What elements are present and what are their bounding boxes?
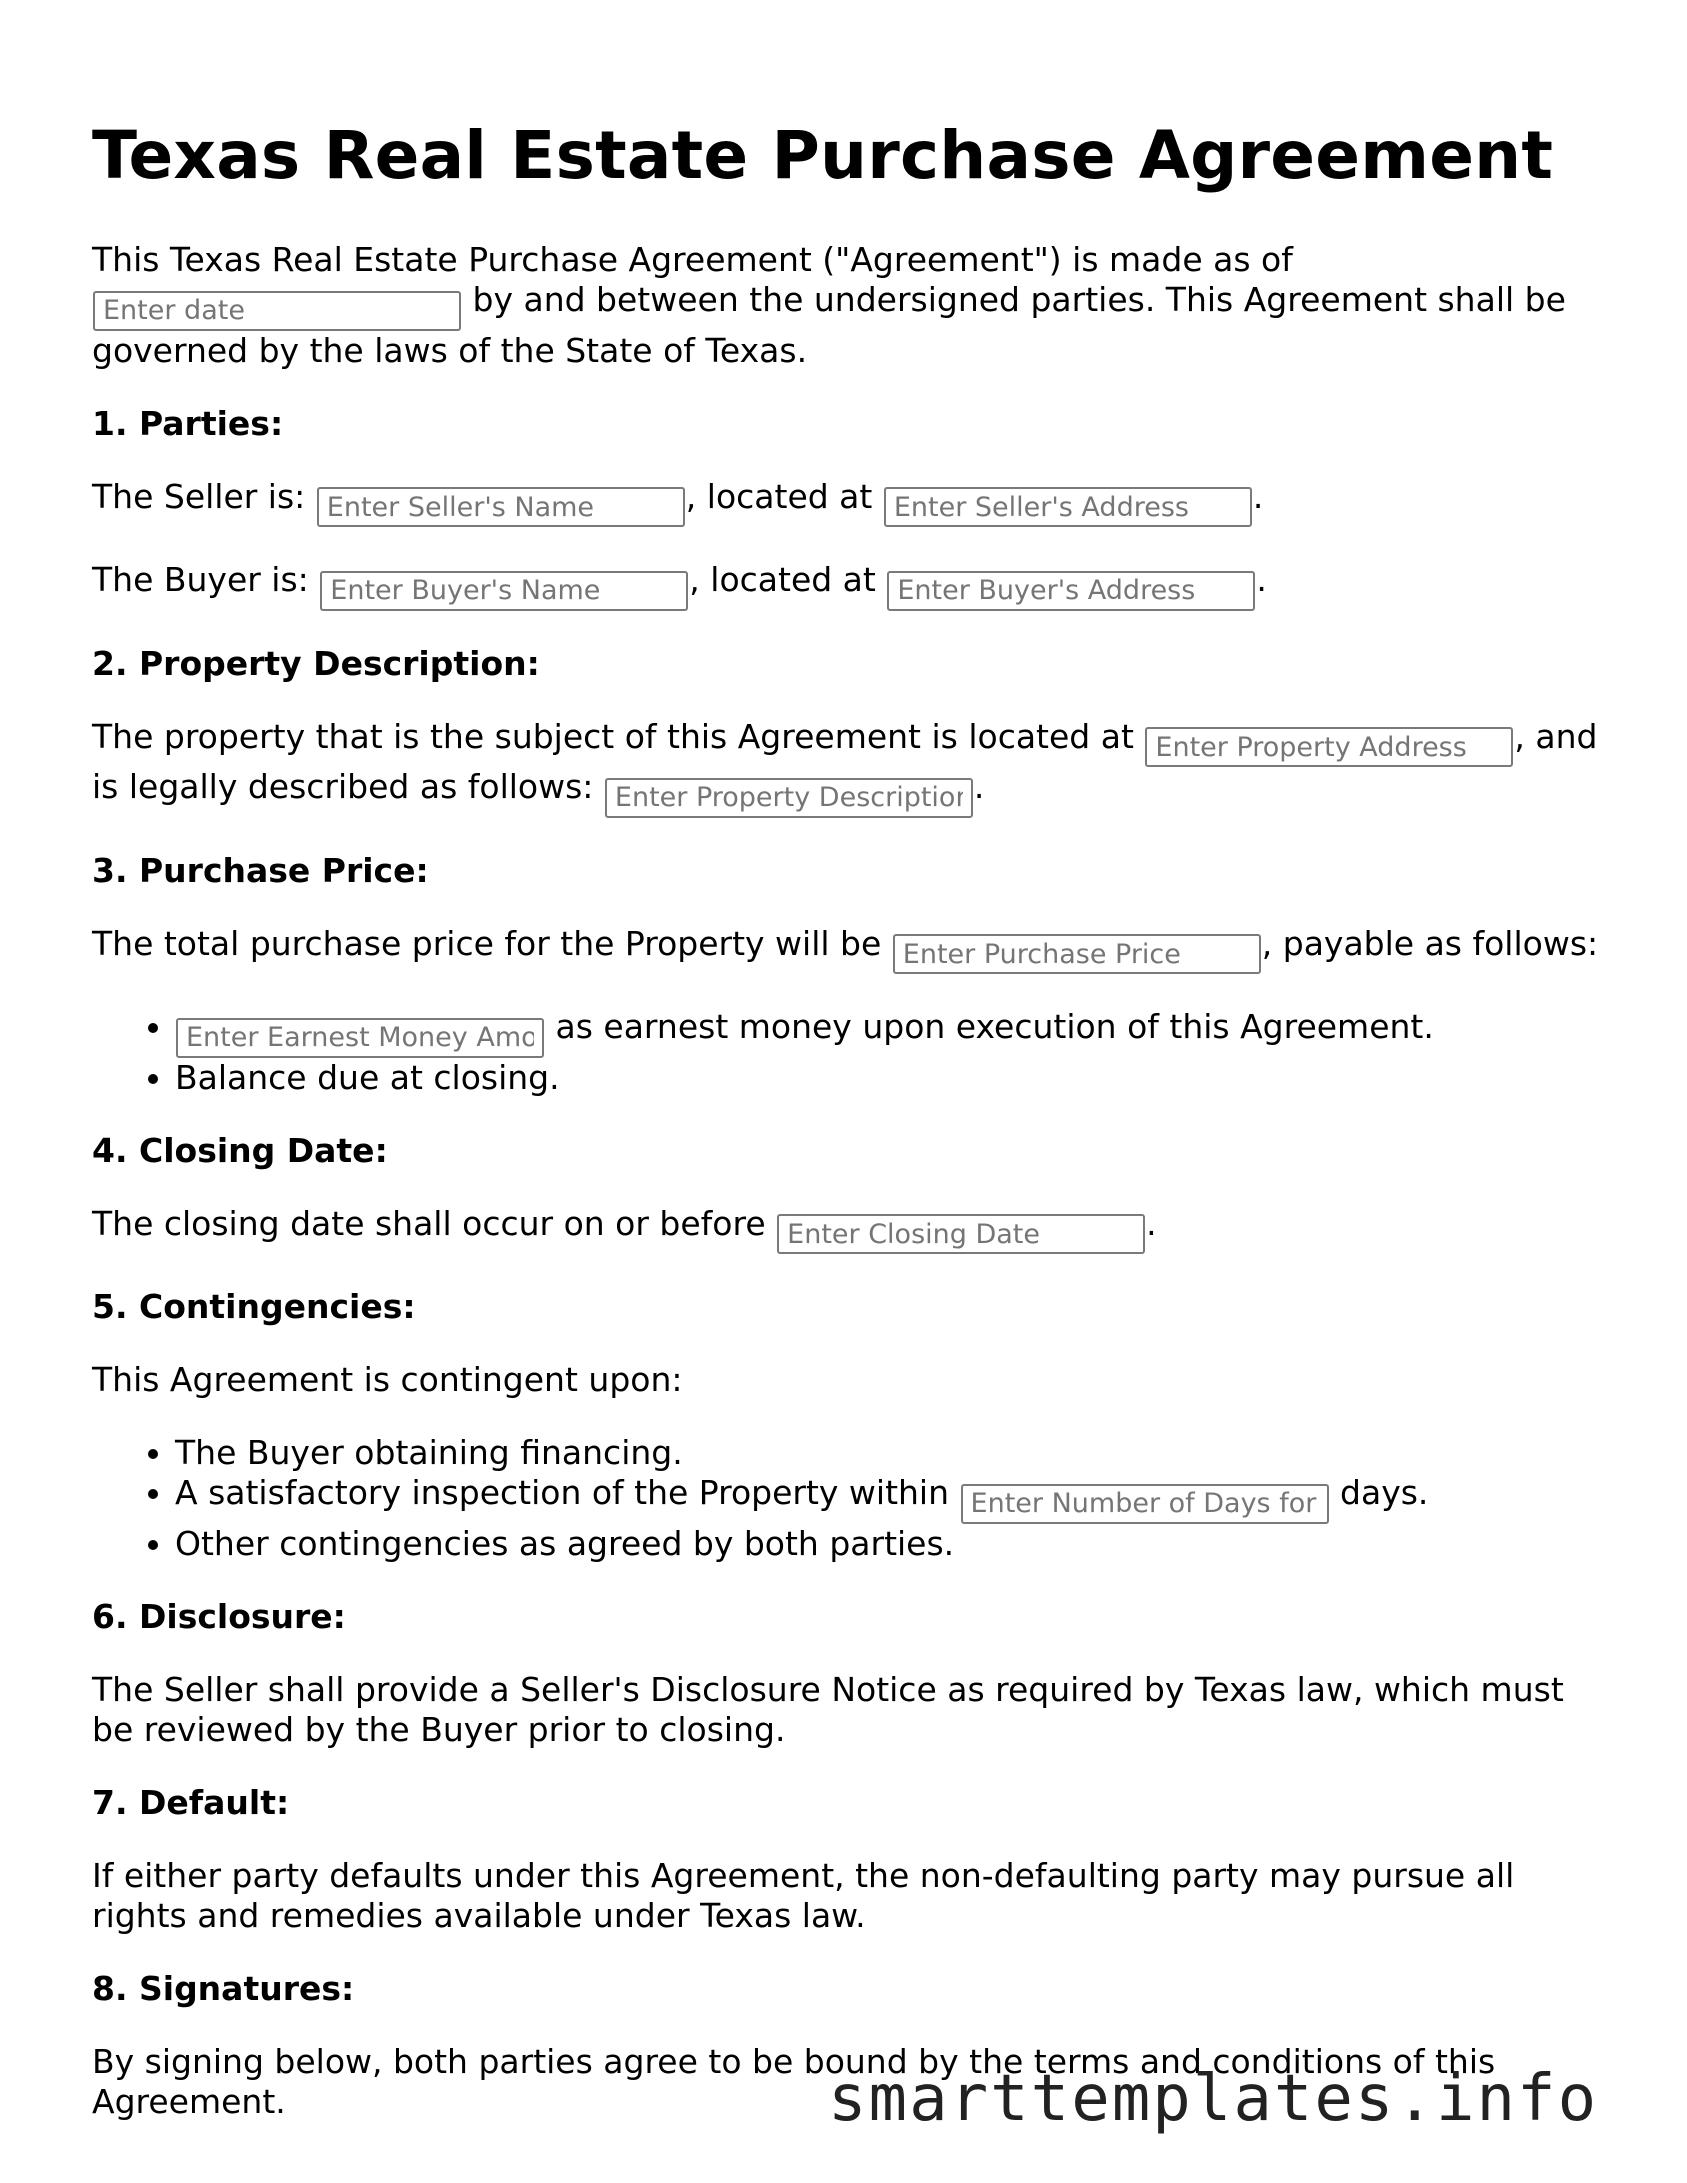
default-heading: 7. Default: — [92, 1782, 290, 1822]
disclosure-heading: 6. Disclosure: — [92, 1596, 346, 1636]
document-title: Texas Real Estate Purchase Agreement — [92, 117, 1554, 194]
list-item — [175, 1473, 1602, 1524]
earnest-money-input[interactable] — [176, 1018, 544, 1058]
price-text-before: The total purchase price for the Property will be — [92, 923, 882, 963]
contingency-inspection-before: A satisfactory inspection of the Property within — [175, 1473, 950, 1512]
list-item — [175, 1058, 1602, 1098]
buyer-name-input[interactable] — [320, 571, 688, 611]
inspection-days-input[interactable] — [961, 1484, 1329, 1524]
property-text-middle: , and is legally described as follows: — [92, 716, 1598, 806]
property-address-input[interactable] — [1145, 727, 1513, 767]
intro-text-after: by and between the undersigned parties. This Agreement shall be governed by the laws of the State of Texas. — [92, 280, 1566, 370]
property-paragraph — [92, 717, 1602, 818]
seller-label: The Seller is: — [92, 476, 306, 516]
signatures-heading: 8. Signatures: — [92, 1968, 355, 2008]
property-description-input[interactable] — [605, 778, 973, 818]
price-heading: 3. Purchase Price: — [92, 850, 429, 890]
contingencies-list — [92, 1433, 1602, 1564]
seller-located-at: , located at — [685, 476, 873, 516]
agreement-date-input[interactable] — [93, 291, 461, 331]
list-item — [175, 1433, 1602, 1473]
closing-date-input[interactable] — [777, 1214, 1145, 1254]
closing-heading: 4. Closing Date: — [92, 1130, 388, 1170]
contingency-inspection-after: days. — [1340, 1473, 1429, 1512]
contingencies-intro: This Agreement is contingent upon: — [92, 1360, 683, 1399]
contingencies-heading: 5. Contingencies: — [92, 1287, 416, 1326]
buyer-label: The Buyer is: — [92, 560, 309, 599]
payment-list — [92, 1007, 1602, 1098]
buyer-address-input[interactable] — [887, 571, 1255, 611]
intro-paragraph — [92, 240, 1602, 371]
default-text: If either party defaults under this Agreement, the non-defaulting party may pursue all rights and remedies available under Texas law. — [92, 1855, 1515, 1935]
buyer-period: . — [1256, 560, 1267, 599]
contingency-other: Other contingencies as agreed by both parties. — [175, 1523, 955, 1563]
closing-paragraph — [92, 1204, 1602, 1255]
seller-line — [92, 477, 1602, 528]
closing-period: . — [1146, 1203, 1157, 1243]
buyer-line — [92, 560, 1602, 611]
seller-address-input[interactable] — [884, 487, 1252, 527]
watermark: smarttemplates.info — [828, 2062, 1599, 2136]
purchase-price-input[interactable] — [893, 934, 1261, 974]
signatures-text: By signing below, both parties agree to be bound by the terms and conditions of this Agreement. — [92, 2041, 1496, 2121]
earnest-text: as earnest money upon execution of this Agreement. — [555, 1007, 1434, 1046]
intro-text-before: This Texas Real Estate Purchase Agreement ("Agreement") is made as of — [92, 240, 1293, 279]
list-item — [175, 1524, 1602, 1564]
price-text-after: , payable as follows: — [1261, 923, 1599, 963]
disclosure-text: The Seller shall provide a Seller's Disclosure Notice as required by Texas law, which must be reviewed by the Buyer prior to closing. — [92, 1669, 1564, 1749]
seller-period: . — [1252, 476, 1264, 516]
balance-text: Balance due at closing. — [175, 1057, 560, 1097]
closing-text-before: The closing date shall occur on or before — [92, 1203, 766, 1243]
property-heading: 2. Property Description: — [92, 643, 540, 683]
buyer-located-at: , located at — [689, 560, 876, 599]
property-period: . — [973, 767, 985, 806]
seller-name-input[interactable] — [317, 487, 685, 527]
property-text-before: The property that is the subject of this Agreement is located at — [92, 716, 1134, 756]
document-page — [92, 0, 1602, 2122]
contingency-financing: The Buyer obtaining financing. — [175, 1433, 683, 1472]
parties-heading: 1. Parties: — [92, 403, 284, 443]
list-item — [175, 1007, 1602, 1058]
price-paragraph — [92, 924, 1602, 975]
